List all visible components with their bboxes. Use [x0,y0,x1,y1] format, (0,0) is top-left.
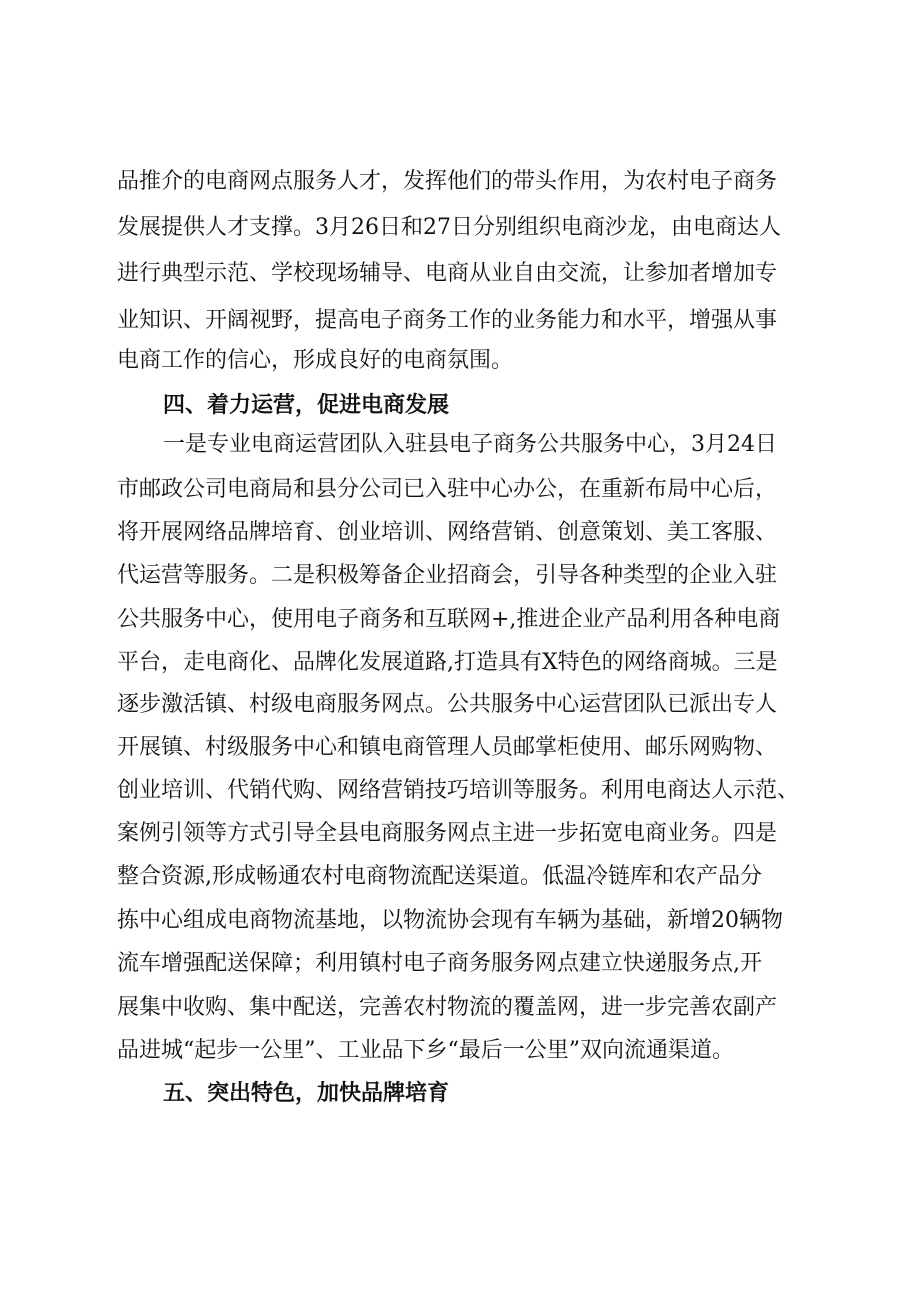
section-heading: 四、着力运营，促进电商发展 [163,393,450,418]
body-text-line: 整合资源,形成畅通农村电商物流配送渠道。低温冷链库和农产品分 [117,864,762,889]
body-text-line: 品进城“起步一公里”、工业品下乡“最后一公里”双向流通渠道。 [117,1038,734,1063]
body-text-line: 发展提供人才支撑。3月26日和27日分别组织电商沙龙，由电商达人 [117,215,781,240]
body-text-line: 展集中收购、集中配送，完善农村物流的覆盖网，进一步完善农副产 [117,995,778,1020]
body-text-line: 市邮政公司电商局和县分公司已入驻中心办公，在重新布局中心后， [117,477,778,502]
body-text-line: 公共服务中心，使用电子商务和互联网+,推进企业产品利用各种电商 [117,607,781,632]
body-text-line: 创业培训、代销代购、网络营销技巧培训等服务。利用电商达人示范、 [117,778,800,803]
body-text-line: 流车增强配送保障；利用镇村电子商务服务网点建立快递服务点,开 [117,951,762,976]
body-text-line: 逐步激活镇、村级电商服务网点。公共服务中心运营团队已派出专人 [117,692,778,717]
body-text-line: 一是专业电商运营团队入驻县电子商务公共服务中心，3月24日 [163,432,777,457]
body-text-line: 电商工作的信心，形成良好的电商氛围。 [117,348,514,373]
body-text-line: 代运营等服务。二是积极筹备企业招商会，引导各种类型的企业入驻 [117,563,778,588]
body-text-line: 将开展网络品牌培育、创业培训、网络营销、创意策划、美工客服、 [117,520,778,545]
body-text-line: 案例引领等方式引导全县电商服务网点主进一步拓宽电商业务。四是 [117,821,778,846]
body-text-line: 平台，走电商化、品牌化发展道路,打造具有X特色的网络商城。三是 [117,650,778,675]
body-text-line: 业知识、开阔视野，提高电子商务工作的业务能力和水平，增强从事 [117,308,778,333]
body-text-line: 开展镇、村级服务中心和镇电商管理人员邮掌柜使用、邮乐网购物、 [117,735,778,760]
body-text-line: 进行典型示范、学校现场辅导、电商从业自由交流，让参加者增加专 [117,261,778,286]
section-heading: 五、突出特色，加快品牌培育 [163,1081,450,1106]
body-text-line: 品推介的电商网点服务人才，发挥他们的带头作用，为农村电子商务 [117,169,778,194]
body-text-line: 拣中心组成电商物流基地，以物流协会现有车辆为基础，新增20辆物 [117,908,783,933]
